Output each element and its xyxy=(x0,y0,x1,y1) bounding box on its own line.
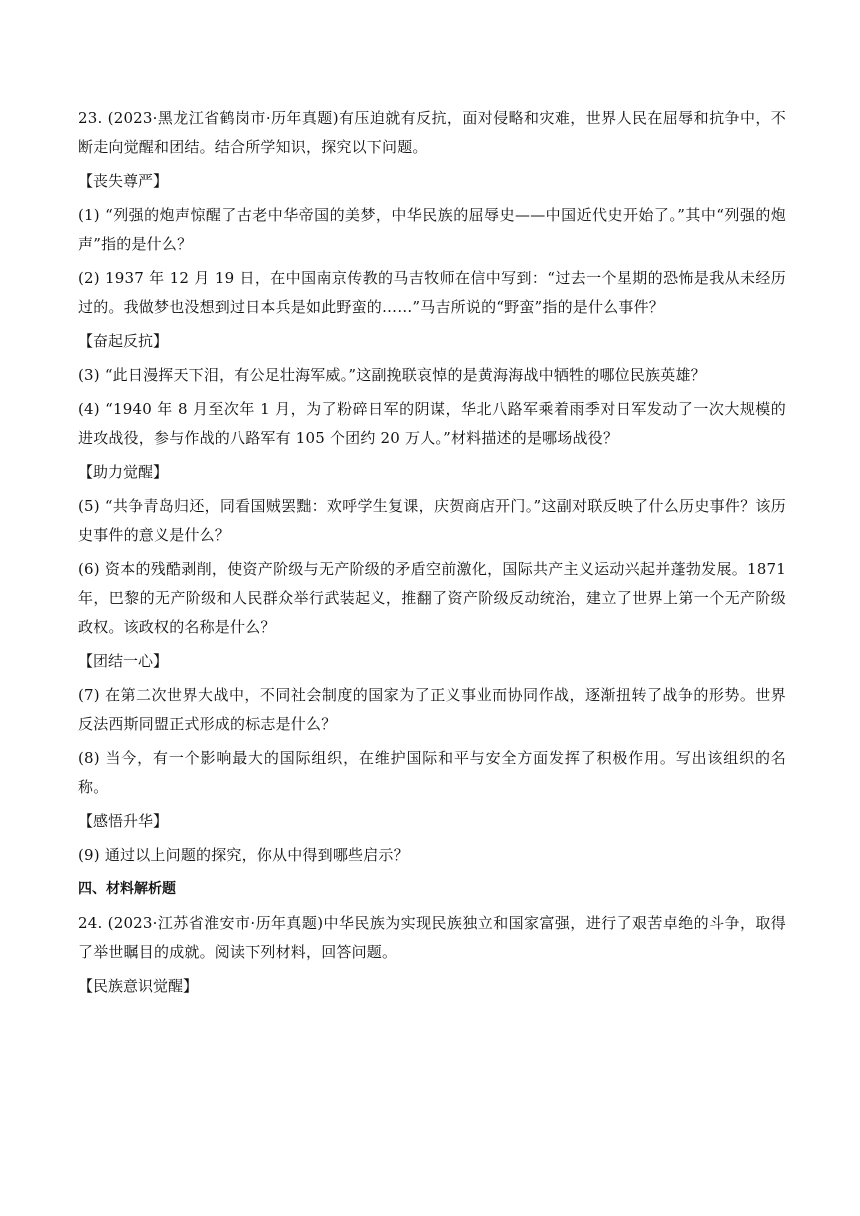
q23-question-3: (3) “此日漫挥天下泪，有公足壮海军威。”这副挽联哀悼的是黄海海战中牺牲的哪位民族英雄？ xyxy=(78,366,706,384)
q23-intro: 23. (2023·黑龙江省鹤岗市·历年真题)有压迫就有反抗，面对侵略和灾难，世界人民在屈辱和抗争中，不断走向觉醒和团结。结合所学知识，探究以下问题。 xyxy=(78,109,786,156)
q23-question-5: (5) “共争青岛归还，同看国贼罢黜：欢呼学生复课，庆贺商店开门。”这副对联反映了什么历史事件？该历史事件的意义是什么？ xyxy=(78,497,786,544)
q23-question-4: (4) “1940 年 8 月至次年 1 月，为了粉碎日军的阴谋，华北八路军乘着雨季对日军发动了一次大规模的进攻战役，参与作战的八路军有 105 个团约 20 万人。”材料描述的是哪场战役？ xyxy=(78,400,786,447)
q24-intro: 24. (2023·江苏省淮安市·历年真题)中华民族为实现民族独立和国家富强，进行了艰苦卓绝的斗争，取得了举世瞩目的成就。阅读下列材料，回答问题。 xyxy=(78,914,786,961)
q23-section-3: 【助力觉醒】 xyxy=(78,463,169,481)
q23-section-2: 【奋起反抗】 xyxy=(78,332,169,350)
q24-section-1: 【民族意识觉醒】 xyxy=(78,977,199,995)
q23-section-1: 【丧失尊严】 xyxy=(78,172,169,190)
q23-question-9: (9) 通过以上问题的探究，你从中得到哪些启示？ xyxy=(78,846,409,864)
q23-section-4: 【团结一心】 xyxy=(78,652,169,670)
part4-heading: 四、材料解析题 xyxy=(78,881,176,897)
q23-question-1: (1) “列强的炮声惊醒了古老中华帝国的美梦，中华民族的屈辱史——中国近代史开始了。”其中“列强的炮声”指的是什么？ xyxy=(78,206,786,253)
q23-question-6: (6) 资本的残酷剥削，使资产阶级与无产阶级的矛盾空前激化，国际共产主义运动兴起并蓬勃发展。1871 年，巴黎的无产阶级和人民群众举行武装起义，推翻了资产阶级反动统治，建立了世界上第一个无产阶级政权。该政权的名称是什么？ xyxy=(78,560,786,636)
q23-question-8: (8) 当今，有一个影响最大的国际组织，在维护国际和平与安全方面发挥了积极作用。写出该组织的名称。 xyxy=(78,749,786,796)
q23-question-7: (7) 在第二次世界大战中，不同社会制度的国家为了正义事业而协同作战，逐渐扭转了战争的形势。世界反法西斯同盟正式形成的标志是什么？ xyxy=(78,686,786,733)
q23-section-5: 【感悟升华】 xyxy=(78,812,169,830)
q23-question-2: (2) 1937 年 12 月 19 日，在中国南京传教的马吉牧师在信中写到：“过去一个星期的恐怖是我从未经历过的。我做梦也没想到过日本兵是如此野蛮的……”马吉所说的“野蛮”指的是什么事件？ xyxy=(78,269,786,316)
document-page xyxy=(78,104,786,1006)
